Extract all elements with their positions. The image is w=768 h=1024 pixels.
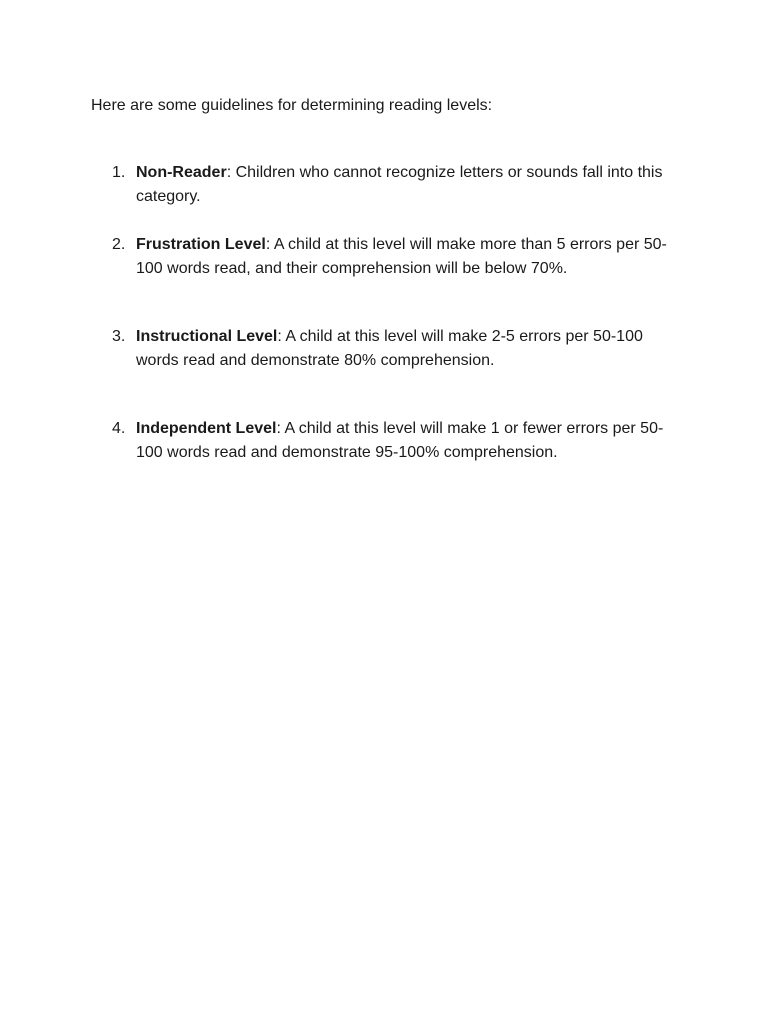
list-item-body — [136, 417, 672, 465]
list-item-text: : Children who cannot recognize letters or sounds fall into this category. — [136, 164, 663, 205]
list-item-term: Independent Level — [136, 420, 277, 437]
list-number: 1. — [112, 164, 126, 181]
list-item-text: : A child at this level will make more than 5 errors per 50-100 words read, and their comprehension will be below 70%. — [136, 236, 667, 277]
list-item-term: Instructional Level — [136, 328, 278, 345]
list-item-frustration-level — [112, 233, 672, 281]
list-number: 4. — [112, 420, 126, 437]
list-item-text: : A child at this level will make 2-5 errors per 50-100 words read and demonstrate 80% comprehension. — [136, 328, 643, 369]
list-item-independent-level — [112, 417, 672, 465]
list-number: 3. — [112, 328, 126, 345]
list-item-instructional-level — [112, 325, 672, 373]
intro-text: Here are some guidelines for determining reading levels: — [91, 97, 493, 114]
list-item-term: Frustration Level — [136, 236, 266, 253]
list-item-text: : A child at this level will make 1 or fewer errors per 50-100 words read and demonstrate 95-100% comprehension. — [136, 420, 664, 461]
list-item-body — [136, 161, 672, 209]
list-item-term: Non-Reader — [136, 164, 227, 181]
list-item-body — [136, 233, 672, 281]
list-number: 2. — [112, 236, 126, 253]
list-item-body — [136, 325, 672, 373]
list-item-non-reader — [112, 161, 672, 209]
